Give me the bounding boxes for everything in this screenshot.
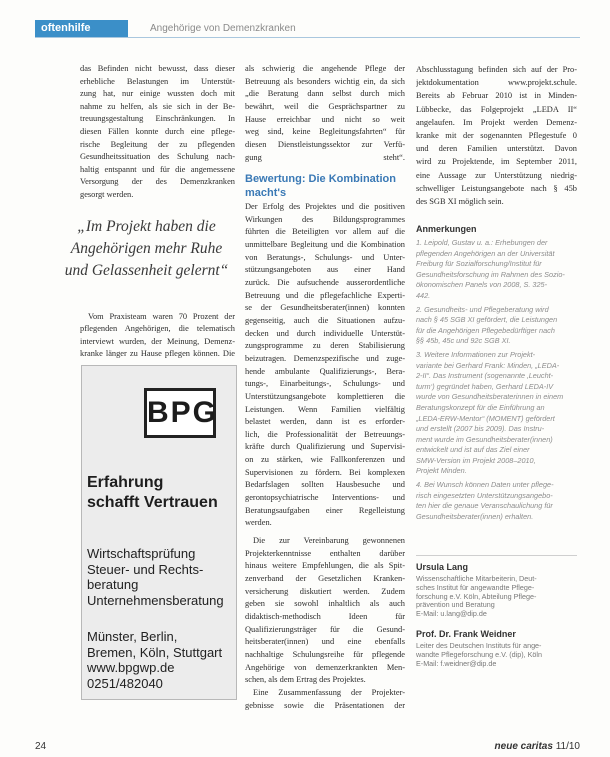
footnote-line: ment wurde im Gesundheitsberater(innen) bbox=[416, 434, 553, 444]
body-text-line: didaktisch-methodisch Ideen für bbox=[245, 611, 405, 621]
author-info bbox=[416, 642, 577, 668]
body-text-line: diesen Dienstleistungssektor zur Verfü- bbox=[245, 139, 405, 149]
quote-line: und Gelassenheit gelernt“ bbox=[64, 262, 229, 279]
ad-headline bbox=[87, 473, 233, 513]
right-paragraph-1 bbox=[416, 63, 577, 208]
body-text-line: zurück. Die aufsuchende ausserordentliche bbox=[245, 277, 405, 287]
body-text-line: Qualifizierungsträger für die Gesund- bbox=[245, 624, 405, 634]
footnote-line: entwickelt und ist auf das Ziel einer bbox=[416, 445, 530, 455]
section-tab bbox=[35, 20, 128, 37]
footnote-line: 2. Gesundheits- und Pflegeberatung wird bbox=[416, 304, 549, 314]
body-text-line: das Befinden nicht bewusst, dass dieser bbox=[80, 64, 235, 73]
body-text-line: Lübbecke, das Folgeprojekt „LEDA II“ bbox=[416, 104, 577, 114]
footnote-line: und erstellt (2007 bis 2009). Das Instru- bbox=[416, 424, 545, 434]
footnote-line: pflegenden Angehörigen an der Universität bbox=[416, 248, 555, 258]
body-text-line: Leistungen. Wenn Familien vielfältig bbox=[245, 404, 405, 414]
body-text-line: weg sind, keine Begleitungsfahrten“ für bbox=[245, 127, 405, 137]
footnote-line: 3. Weitere Informationen zur Projekt- bbox=[416, 349, 536, 359]
footnote-line: SMW-Version im Projekt 2008–2010, bbox=[416, 455, 536, 465]
heading-line: macht's bbox=[245, 186, 287, 199]
body-text-line: kranke länger zu Hause pflegen können. Die bbox=[80, 349, 235, 359]
footnote-line: nach § 45 SGB XI gefördert, die Leistungen bbox=[416, 315, 558, 325]
footnote-line: 2-II“. Das Instrument (sogenannte ‚Leucht- bbox=[416, 371, 554, 381]
body-text-line: hende ambulante Qualifizierungs-, Bera- bbox=[245, 366, 405, 376]
ad-service-line: Wirtschaftsprüfung bbox=[87, 546, 196, 561]
body-text-line: Die zur Vereinbarung gewonnenen bbox=[253, 536, 405, 545]
footnote-line: §§ 45b, 45c und 92c SGB XI. bbox=[416, 336, 511, 346]
body-text-line: schwelliger Leistungsangebote nach § 45b bbox=[416, 183, 577, 193]
ad-service-line: Steuer- und Rechts- bbox=[87, 561, 204, 577]
heading-line: Bewertung: Die Kombination bbox=[245, 173, 396, 185]
author-info-line: sches Institut für angewandte Pflege- bbox=[416, 583, 535, 592]
body-text-line: Beratungsaufgaben einer Regelleistung bbox=[245, 505, 405, 515]
topic-header: Angehörige von Demenzkranken bbox=[150, 23, 296, 34]
body-text-line: und deren Familien unterstützt. Davon bbox=[416, 144, 577, 154]
body-text-line: nahme zu helfen, als sie sich in der Be- bbox=[80, 101, 235, 111]
footnote-line: turm‘) gegründet haben, Gerhard LEDA-IV bbox=[416, 381, 554, 391]
footnotes bbox=[416, 238, 577, 525]
magazine-name: neue caritas bbox=[494, 741, 553, 752]
author-info-line: prävention und Beratung bbox=[416, 601, 495, 610]
body-text-line: Der Erfolg des Projektes und die positiven bbox=[245, 202, 405, 211]
body-text-line: Abschlusstagung befinden sich auf der Pro- bbox=[416, 65, 577, 74]
body-text-line: se der Gesundheitsberater(innen) konnten bbox=[245, 303, 405, 313]
footnote-line: „LEDA-ERW-Mentor“ (MOMENT) gefördert bbox=[416, 413, 555, 423]
body-text-line: kräfte durch Qualifizierung und Supervisi- bbox=[245, 442, 405, 452]
body-text-line: als schwierig die angehende Pflege der bbox=[245, 64, 405, 73]
body-text-line: gung steht“. bbox=[245, 152, 405, 162]
ad-service-line: Unternehmensberatung bbox=[87, 592, 224, 608]
footnote-line: Beratungskonzept für die Einführung an bbox=[416, 402, 545, 412]
body-text-line: führten die Beteiligten vor allem auf die bbox=[245, 227, 405, 237]
ad-services bbox=[87, 546, 233, 608]
body-text-line: Projekterkenntnisse enthalten darüber bbox=[245, 548, 405, 558]
logo-lettering: BPG bbox=[147, 396, 219, 429]
section-heading bbox=[245, 173, 405, 200]
footnote-line: Gesundheitsforschung im Rahmen des Sozio- bbox=[416, 269, 565, 279]
body-text-line: Unterstützungsangebote komplettieren die bbox=[245, 391, 405, 401]
author-name: Ursula Lang bbox=[416, 562, 469, 572]
footnote-line: Gesundheitsberater(innen) erhalten. bbox=[416, 511, 534, 521]
body-text-line: schen, als dem Ertrag des Projektes. bbox=[245, 675, 366, 685]
ad-headline-line: schafft Vertrauen bbox=[87, 494, 218, 511]
ad-location-line: Münster, Berlin, bbox=[87, 629, 178, 644]
body-text-line: eine Aussage zur Unterstützung niedrig- bbox=[416, 170, 577, 180]
bpg-logo bbox=[144, 388, 219, 438]
author-info-line: forschung e.V. Köln, Abteilung Pflege- bbox=[416, 592, 537, 601]
body-text-line: tungs-, Einarbeitungs-, Schulungs- und bbox=[245, 379, 405, 389]
middle-paragraph-3 bbox=[245, 535, 405, 687]
body-text-line: lich, die Professionalität der Betreuungs- bbox=[245, 429, 405, 439]
middle-paragraph-1 bbox=[245, 63, 405, 164]
body-text-line: decken und durch individuelle Unterstüt- bbox=[245, 328, 405, 338]
body-text-line: zung hat, nur einige wussten doch mit bbox=[80, 89, 235, 99]
body-text-line: Versorgung der des Demenzkranken bbox=[80, 177, 235, 187]
author-info-line: Leiter des Deutschen Instituts für ange- bbox=[416, 642, 542, 650]
body-text-line: nachhaltige Schulungsreihe für pflegende bbox=[245, 649, 405, 659]
page-number: 24 bbox=[35, 741, 47, 752]
body-text-line: gerontopsychiatrische Interventions- und bbox=[245, 493, 405, 503]
footnote-line: ten hier die genaue Veranschaulichung für bbox=[416, 501, 553, 511]
author-info-line: Wissenschaftliche Mitarbeiterin, Deut- bbox=[416, 575, 537, 583]
bpg-advertisement[interactable] bbox=[81, 365, 237, 700]
body-text-line: wird zu Projektende, im September 2011, bbox=[416, 157, 577, 167]
quote-line: „Im Projekt haben die bbox=[77, 218, 216, 235]
body-text-line: pflegenden Angehörigen, die telematisch bbox=[80, 324, 235, 334]
ad-locations bbox=[87, 629, 233, 660]
footnote-line: 4. Bei Wunsch können Daten unter pflege- bbox=[416, 480, 554, 490]
body-text-line: Betreuung als besonders wichtig ein, da sich bbox=[245, 76, 405, 86]
body-text-line: rische Begleitung der zu pflegenden bbox=[80, 139, 235, 149]
body-text-line: gesorgt werden. bbox=[80, 189, 134, 199]
footnote-line: risch eingesetzten Unterstützungsangebo- bbox=[416, 490, 553, 500]
author-info bbox=[416, 575, 577, 619]
footnote-line: ökonomischen Panels von 2008, S. 325- bbox=[416, 280, 548, 290]
body-text-line: Wirkungen des Bildungsprogrammes bbox=[245, 214, 405, 224]
body-text-line: Bedarfslagen sollten Hausbesuche und bbox=[245, 480, 405, 490]
middle-paragraph-2 bbox=[245, 201, 405, 530]
body-text-line: belastet werden, dann ist es erforder- bbox=[245, 417, 405, 427]
author-name: Prof. Dr. Frank Weidner bbox=[416, 629, 516, 639]
body-text-line: treuungsgestaltung Einschränkungen. In bbox=[80, 114, 235, 124]
body-text-line: werden. bbox=[245, 518, 272, 528]
ad-service-line: beratung bbox=[87, 577, 139, 593]
body-text-line: Supervisionen zu fördern. Bei komplexen bbox=[245, 467, 405, 477]
body-text-line: gebnisse sowie die Präsentationen der bbox=[245, 700, 405, 710]
body-text-line: interviewt wurden, der Meinung, Demenz- bbox=[80, 336, 235, 346]
body-text-line: versicherung diskutiert werden. Zudem bbox=[245, 586, 405, 596]
magazine-footer bbox=[480, 741, 580, 753]
footnote-line: wurde von Gesundheitsberaterinnen in einem bbox=[416, 392, 564, 402]
left-paragraph-2 bbox=[80, 311, 235, 361]
issue-number: 11/10 bbox=[555, 741, 580, 752]
left-paragraph-1 bbox=[80, 63, 235, 202]
body-text-line: on zu stärken, wie Fallkonferenzen und bbox=[245, 455, 405, 465]
body-text-line: Angehörige von demenzerkrankten Men- bbox=[245, 662, 405, 672]
body-text-line: von Beratungs-, Schulungs- und Unter- bbox=[245, 252, 405, 262]
author-divider bbox=[416, 555, 577, 556]
body-text-line: erhebliche Belastungen im Unterstüt- bbox=[80, 76, 235, 86]
ad-phone: 0251/482040 bbox=[87, 675, 163, 691]
body-text-line: Hause erreichbar und nicht so weit bbox=[245, 114, 405, 124]
footnote-3 bbox=[416, 350, 577, 477]
author-info-line: E-Mail: u.lang@dip.de bbox=[416, 610, 487, 619]
body-text-line: zungsprogramme zu deren Stabilisierung bbox=[245, 341, 405, 351]
notes-title: Anmerkungen bbox=[416, 224, 477, 234]
body-text-line: geben sie sowohl inhaltlich als auch bbox=[245, 599, 405, 609]
footnote-2 bbox=[416, 305, 577, 347]
footnote-line: variante bei Gerhard Frank: Minden, „LEDA- bbox=[416, 360, 560, 370]
footnote-line: Projekt Minden. bbox=[416, 466, 467, 476]
quote-line: Angehörigen mehr Ruhe bbox=[70, 240, 223, 257]
body-text-line: beizutragen. Demenzspezifische und zuge- bbox=[245, 353, 405, 363]
footnote-line: für die Angehörigen Pflegebedürftiger nach bbox=[416, 325, 555, 335]
ad-contact bbox=[87, 629, 233, 691]
body-text-line: „die Beratung dann selbst durch mich bbox=[245, 89, 405, 99]
body-text-line: Gesundheitssituation des Schulung nach- bbox=[80, 152, 235, 162]
header-rule bbox=[35, 37, 580, 38]
body-text-line: unmittelbare Begleitung und die Kombination bbox=[245, 239, 405, 249]
body-text-line: Betreuung und die pflegefachliche Experti- bbox=[245, 290, 405, 300]
ad-headline-line: Erfahrung bbox=[87, 474, 164, 491]
body-text-line: zenverband der Gesetzlichen Kranken- bbox=[245, 573, 405, 583]
body-text-line: haltig entspannt und für die angemessene bbox=[80, 164, 235, 174]
footnote-1 bbox=[416, 238, 577, 302]
body-text-line: hinaus weitere Empfehlungen, die als Spit- bbox=[245, 561, 405, 571]
body-text-line: gegenseitig, auch die Situationen aufzu- bbox=[245, 315, 405, 325]
footnote-4 bbox=[416, 480, 577, 522]
footnote-line: 442. bbox=[416, 290, 431, 300]
ad-location-line: Bremen, Köln, Stuttgart bbox=[87, 644, 223, 660]
pull-quote bbox=[55, 216, 238, 282]
body-text-line: bewährt, weil die Gesprächspartner zu bbox=[245, 101, 405, 111]
middle-paragraph-4 bbox=[245, 687, 405, 712]
author-info-line: E-Mail: f.weidner@dip.de bbox=[416, 659, 497, 668]
footnote-line: 1. Leipold, Gustav u. a.: Erhebungen der bbox=[416, 238, 548, 247]
body-text-line: des SGB XI möglich sein. bbox=[416, 197, 504, 207]
author-info-line: wandte Pflegeforschung e.V. (dip), Köln bbox=[416, 650, 542, 659]
body-text-line: kranke mit der sogenannten Pflegestufe 0 bbox=[416, 131, 577, 141]
body-text-line: stützungsangeboten aus einer Hand bbox=[245, 265, 405, 275]
section-label: oftenhilfe bbox=[41, 22, 91, 34]
body-text-line: heitsberater(innen) und eine ebenfalls bbox=[245, 637, 405, 647]
body-text-line: diesen Fällen konnte durch eine pflege- bbox=[80, 126, 235, 136]
body-text-line: Vom Praxisteam waren 70 Prozent der bbox=[88, 312, 235, 321]
body-text-line: Bereits ab Februar 2010 ist in Minden- bbox=[416, 91, 577, 101]
footnote-line: Freiburg für Sozialforschung/Institut für bbox=[416, 259, 542, 269]
body-text-line: jektdokumentation www.projekt.schule. bbox=[416, 78, 577, 88]
body-text-line: angelaufen. Im Projekt werden Demenz- bbox=[416, 117, 577, 127]
body-text-line: Eine Zusammenfassung der Projekter- bbox=[253, 688, 405, 697]
ad-website-link[interactable]: www.bpgwp.de bbox=[87, 660, 175, 676]
